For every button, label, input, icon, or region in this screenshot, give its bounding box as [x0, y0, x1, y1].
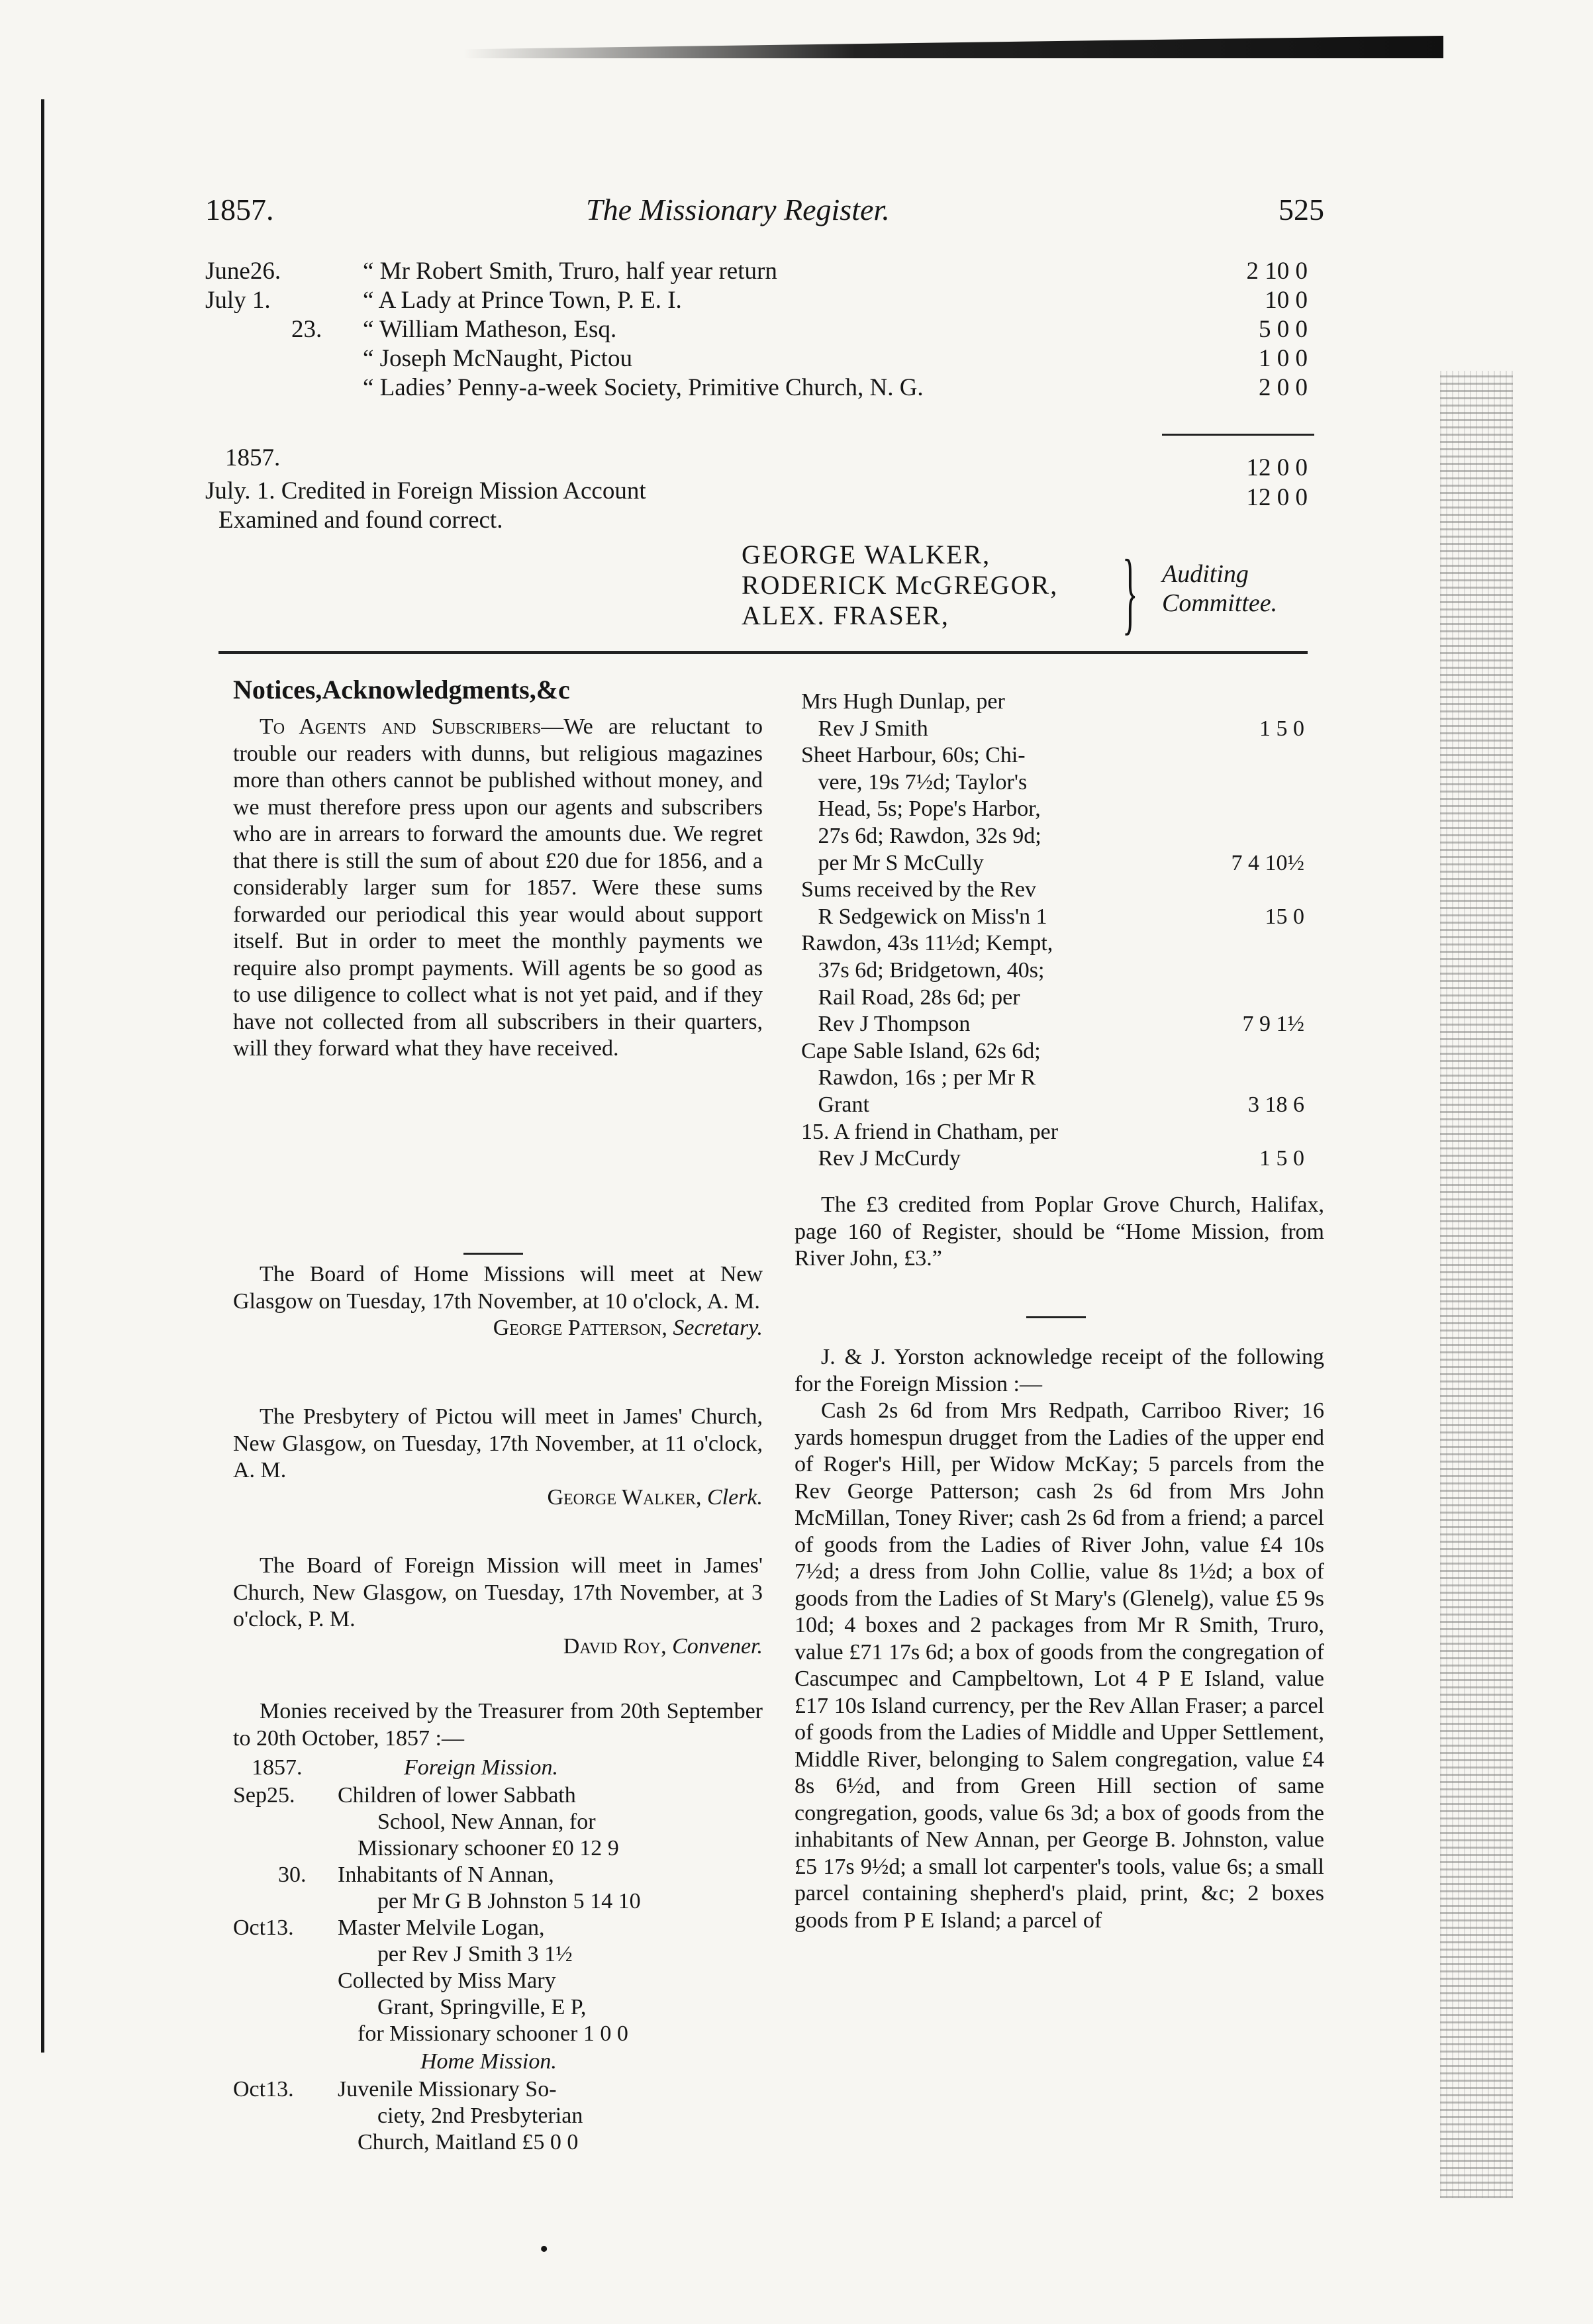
credit-text: July. 1. Credited in Foreign Mission Account	[205, 477, 646, 505]
donation-text: R Sedgewick on Miss'n 1	[801, 904, 1047, 929]
entry-line: Church, Maitland £5 0 0	[358, 2130, 579, 2155]
notice-body: The Board of Home Missions will meet at New Glasgow on Tuesday, 17th November, at 10 o'clock, A. M.	[233, 1262, 763, 1314]
total-amount: 12 0 0	[1246, 454, 1308, 481]
ledger-text: “ William Matheson, Esq.	[363, 316, 617, 343]
donation-text: vere, 19s 7½d; Taylor's	[801, 769, 1028, 795]
entry-line: per Mr G B Johnston 5 14 10	[377, 1889, 641, 1913]
signature-name: GEORGE WALKER,	[742, 540, 991, 569]
donation-amount: 1 5 0	[1259, 716, 1304, 741]
fm-heading: Foreign Mission.	[404, 1755, 558, 1780]
entry-line: Grant, Springville, E P,	[377, 1995, 587, 2019]
notice-signature: George Patterson,	[493, 1316, 667, 1340]
donation-text: Grant	[801, 1092, 869, 1117]
donation-text: Rawdon, 16s ; per Mr R	[801, 1065, 1036, 1090]
entry-line: School, New Annan, for	[377, 1810, 596, 1834]
ledger-amount: 5 0 0	[1259, 316, 1308, 343]
donation-text: Sums received by the Rev	[801, 877, 1037, 902]
correction-note	[795, 1192, 1324, 1273]
entry-line: ciety, 2nd Presbyterian	[377, 2104, 583, 2128]
ink-mark: •	[540, 2235, 549, 2263]
section-divider	[218, 651, 1308, 654]
notice-divider	[463, 1253, 523, 1255]
running-header	[205, 192, 1324, 238]
notice-signature: George Walker,	[547, 1484, 702, 1510]
ledger-amount: 1 0 0	[1259, 345, 1308, 372]
donation-text: Cape Sable Island, 62s 6d;	[801, 1038, 1041, 1063]
donation-amount: 3 18 6	[1248, 1092, 1304, 1117]
donation-amount: 7 9 1½	[1242, 1012, 1304, 1037]
committee-line: Committee.	[1162, 589, 1278, 617]
donation-amount: 1 5 0	[1259, 1146, 1304, 1171]
entry-date: Oct13.	[233, 1915, 294, 1940]
entry-line: Missionary schooner £0 12 9	[358, 1836, 619, 1861]
entry-line: for Missionary schooner 1 0 0	[358, 2021, 628, 2046]
entry-line: Master Melvile Logan,	[338, 1915, 545, 1940]
ledger-text: “ Mr Robert Smith, Truro, half year return	[363, 258, 777, 285]
notice-role: Secretary.	[673, 1316, 763, 1340]
notice-home-board	[233, 1261, 763, 1342]
signature-name: ALEX. FRASER,	[742, 601, 949, 630]
notice-body: Monies received by the Treasurer from 20th September to 20th October, 1857 :—	[233, 1699, 763, 1751]
donation-amount: 7 4 10½	[1231, 850, 1304, 875]
entry-date: Sep25.	[233, 1783, 295, 1808]
donation-text: Rail Road, 28s 6d; per	[801, 985, 1020, 1010]
donation-text: Head, 5s; Pope's Harbor,	[801, 797, 1041, 822]
donation-text: 15. A friend in Chatham, per	[801, 1119, 1059, 1144]
signature-name: RODERICK McGREGOR,	[742, 570, 1059, 600]
notice-body: The Board of Foreign Mission will meet in James' Church, New Glasgow, on Tuesday, 17th November, at 3 o'clock, P. M.	[233, 1553, 763, 1631]
yorston-acknowledgment	[795, 1344, 1324, 1934]
entry-line: Inhabitants of N Annan,	[338, 1863, 554, 1887]
totals-year: 1857.	[225, 444, 281, 471]
section-heading: Notices,Acknowledgments,&c	[233, 675, 570, 704]
sum-rule	[1162, 434, 1314, 436]
donation-text: 27s 6d; Rawdon, 32s 9d;	[801, 824, 1041, 848]
header-title: The Missionary Register.	[586, 193, 890, 226]
donation-text: Rawdon, 43s 11½d; Kempt,	[801, 931, 1053, 956]
entry-line: Children of lower Sabbath	[338, 1783, 576, 1808]
fm-year: 1857.	[252, 1755, 303, 1780]
page-number: 525	[1279, 193, 1324, 226]
hm-heading: Home Mission.	[420, 2049, 557, 2074]
notice-presbytery	[233, 1404, 763, 1511]
donation-text: Rev J McCurdy	[801, 1146, 961, 1171]
ledger-amount: 2 0 0	[1259, 374, 1308, 401]
entry-line: per Rev J Smith 3 1½	[377, 1942, 573, 1966]
ledger-text: “ A Lady at Prince Town, P. E. I.	[363, 287, 682, 314]
donation-text: 37s 6d; Bridgetown, 40s;	[801, 958, 1045, 983]
scan-edge-shadow	[463, 36, 1443, 58]
entry-line: Juvenile Missionary So-	[338, 2077, 557, 2102]
notice-body: The £3 credited from Poplar Grove Church, Halifax, page 160 of Register, should be “Home Mission, from River John, £3.”	[795, 1192, 1324, 1271]
ledger-text: “ Ladies’ Penny-a-week Society, Primitive Church, N. G.	[363, 374, 924, 401]
entry-date: Oct13.	[233, 2077, 294, 2102]
notice-body: J. & J. Yorston acknowledge receipt of the following for the Foreign Mission :—	[795, 1345, 1324, 1396]
committee-line: Auditing	[1162, 560, 1249, 588]
examined-text: Examined and found correct.	[218, 507, 503, 534]
notice-body: Cash 2s 6d from Mrs Redpath, Carriboo River; 16 yards homespun drugget from the Ladies of the upper end of Roger's Hill, per Widow McKay; 5 parcels from the Rev George Patterson; cash 2s 6d from Mrs John McMillan, Toney River; cash 2s 6d from a friend; a parcel of goods from the Ladies of River John, value £4 10s 7½d; a dress from John Collie, value 8s 1½d; a box of goods from the Ladies of St Mary's (Glenelg), value £5 9s 10d; 4 boxes and 2 packages from Mr R Smith, Truro, value £71 17s 6d; a box of goods from the congregation of Cascumpec and Campbeltown, Lot 4 P E Island, value £17 10s Island currency, per the Rev Allan Fraser; a parcel of goods from the Ladies of Middle and Upper Settlement, Middle River, belonging to Salem congregation, value £4 8s 6½d, and from Green Hill section of same congregation, goods, value 6s 3d; a box of goods from the inhabitants of New Annan, per George B. Johnston, value £5 17s 9½d; a small lot carpenter's tools, value 6s; a small parcel containing shepherd's plaid, print, &c; 2 boxes goods from P E Island; a parcel of	[795, 1398, 1324, 1933]
monies-intro	[233, 1698, 763, 1752]
scan-noise-margin	[1440, 371, 1513, 2198]
notice-divider	[1026, 1316, 1086, 1318]
ledger-date: June26.	[205, 258, 281, 285]
notice-body: The Presbytery of Pictou will meet in James' Church, New Glasgow, on Tuesday, 17th November, at 11 o'clock, A. M.	[233, 1404, 763, 1482]
header-year: 1857.	[205, 193, 274, 226]
committee-label	[1162, 559, 1277, 618]
notice-foreign-board	[233, 1553, 763, 1660]
ledger-date: July 1.	[205, 287, 271, 314]
entry-line: Collected by Miss Mary	[338, 1968, 556, 1993]
curly-brace: }	[1122, 541, 1138, 644]
ledger-amount: 2 10 0	[1246, 258, 1308, 285]
donation-text: Rev J Smith	[801, 716, 928, 741]
donation-text: Rev J Thompson	[801, 1012, 971, 1037]
donation-text: Sheet Harbour, 60s; Chi-	[801, 743, 1026, 768]
notice-signature: David Roy,	[563, 1633, 667, 1659]
notice-role: Clerk.	[706, 1484, 763, 1510]
notice-lead: To Agents and Subscribers	[260, 714, 542, 739]
credit-amount: 12 0 0	[1246, 484, 1308, 511]
donation-text: per Mr S McCully	[801, 850, 984, 875]
donation-text: Mrs Hugh Dunlap, per	[801, 689, 1005, 714]
entry-date: 30.	[278, 1863, 307, 1887]
notice-body: —We are reluctant to trouble our readers with dunns, but religious magazines more than others cannot be published without money, and we must therefore press upon our agents and subscribers who are in arrears to forward the amounts due. We regret that there is still the sum of about £20 due for 1856, and a considerably larger sum for 1857. Were these sums forwarded our periodical this year would about support itself. But in order to meet the monthly payments we require also prompt payments. Will agents be so good as to use diligence to collect what is not yet paid, and if they have not collected from all subscribers in their quarters, will they forward what they have received.	[233, 714, 763, 1061]
ledger-amount: 10 0	[1265, 287, 1308, 314]
ledger-date: 23.	[291, 316, 322, 343]
binding-edge	[41, 99, 44, 2053]
notice-role: Convener.	[672, 1633, 763, 1659]
donation-amount: 15 0	[1265, 904, 1304, 929]
notice-agents	[233, 714, 763, 1063]
ledger-text: “ Joseph McNaught, Pictou	[363, 345, 632, 372]
